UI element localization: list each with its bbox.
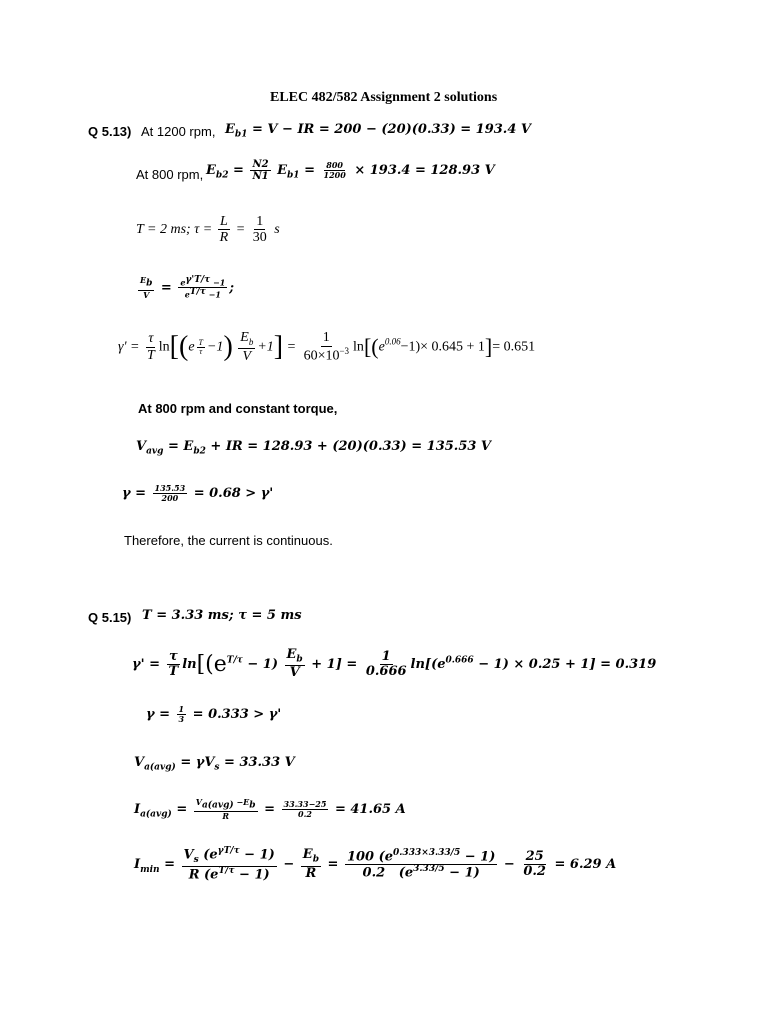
at-800-rpm-text: At 800 rpm, (136, 167, 204, 182)
gamma-equation: γ = $\frac{135.53}{200}$ = 0.68 > γ' (122, 483, 274, 503)
eb2-equation: $E_{b2}$ = $\frac{N2}{N1}$ $E_{b1}$ = $\frac{800}{1200}$ × 193.4 = 128.93 V (206, 159, 495, 182)
gamma-prime-equation: γ' = $\frac{\tau}{T}$ ln[(e $^{\frac{T}{\tau}}$ −1) $\frac{E_b}{V}$ +1] = $\frac{1}{60\times 10^{-3}}$ $\ln[(e^{0.06}-1)\times 0.645 + 1]= 0.651$ (118, 330, 536, 364)
q515-gamma-equation: γ = $\frac{1}{3}$ = 0.333 > γ' (146, 704, 282, 724)
q515-header-equation: T = 3.33 ms; τ = 5 ms (142, 608, 302, 623)
question-label-5-13: Q 5.13) (88, 124, 132, 139)
q515-gamma-prime-equation: γ' = $\frac{\tau}{T}$ $\ln[(e^{T/\tau} - 1)$ $\frac{E_b}{V}$ + 1] = $\frac{1}{0.666}$ $\ln[(e^{0.666} - 1) \times 0.25 + 1] = 0.319$ (132, 647, 657, 681)
page-title: ELEC 482/582 Assignment 2 solutions (270, 90, 498, 105)
va-avg-equation: $V_{a(avg)} = \gamma V_s = 33.33$ V (134, 755, 295, 773)
constant-torque-text: At 800 rpm and constant torque, (138, 401, 338, 416)
eb-v-ratio-equation: $\frac{E_b}{V}$ = $\frac{e^{\gamma'T/\tau} -1}{e^{T/\tau} -1}$ ; (140, 275, 235, 301)
conclusion-text: Therefore, the current is continuous. (124, 533, 333, 548)
question-label-5-15: Q 5.15) (88, 610, 132, 625)
eb1-equation: $E_{b1} = V$ − IR = 200 − (20)(0.33) = 193.4 V (225, 122, 531, 140)
ia-avg-equation: $I_{a(avg)}$ = $\frac{V_{a(avg)} -E_b}{R}$ = $\frac{33.33-25}{0.2}$ = 41.65 A (134, 797, 406, 822)
vavg-equation: $V_{avg} = E_{b2}$ + IR = 128.93 + (20)(0.33) = 135.53 V (136, 439, 492, 457)
time-constant-equation: T = 2 ms; τ = $\frac{L}{R}$ = $\frac{1}{30}$ s (136, 214, 280, 246)
at-1200-rpm-text: At 1200 rpm, (141, 124, 216, 139)
imin-equation: $I_{min}$ = $\frac{V_s (e^{\gamma T/\tau} - 1)}{R (e^{T/\tau} - 1)}$ − $\frac{E_b}{R}$ = $\frac{100 (e^{0.333\times 3.33/5} - 1)}{0.2 (e^{3.33/5} - 1)}$ − $\frac{25}{0.2}$ = 6.29 A (134, 846, 617, 883)
